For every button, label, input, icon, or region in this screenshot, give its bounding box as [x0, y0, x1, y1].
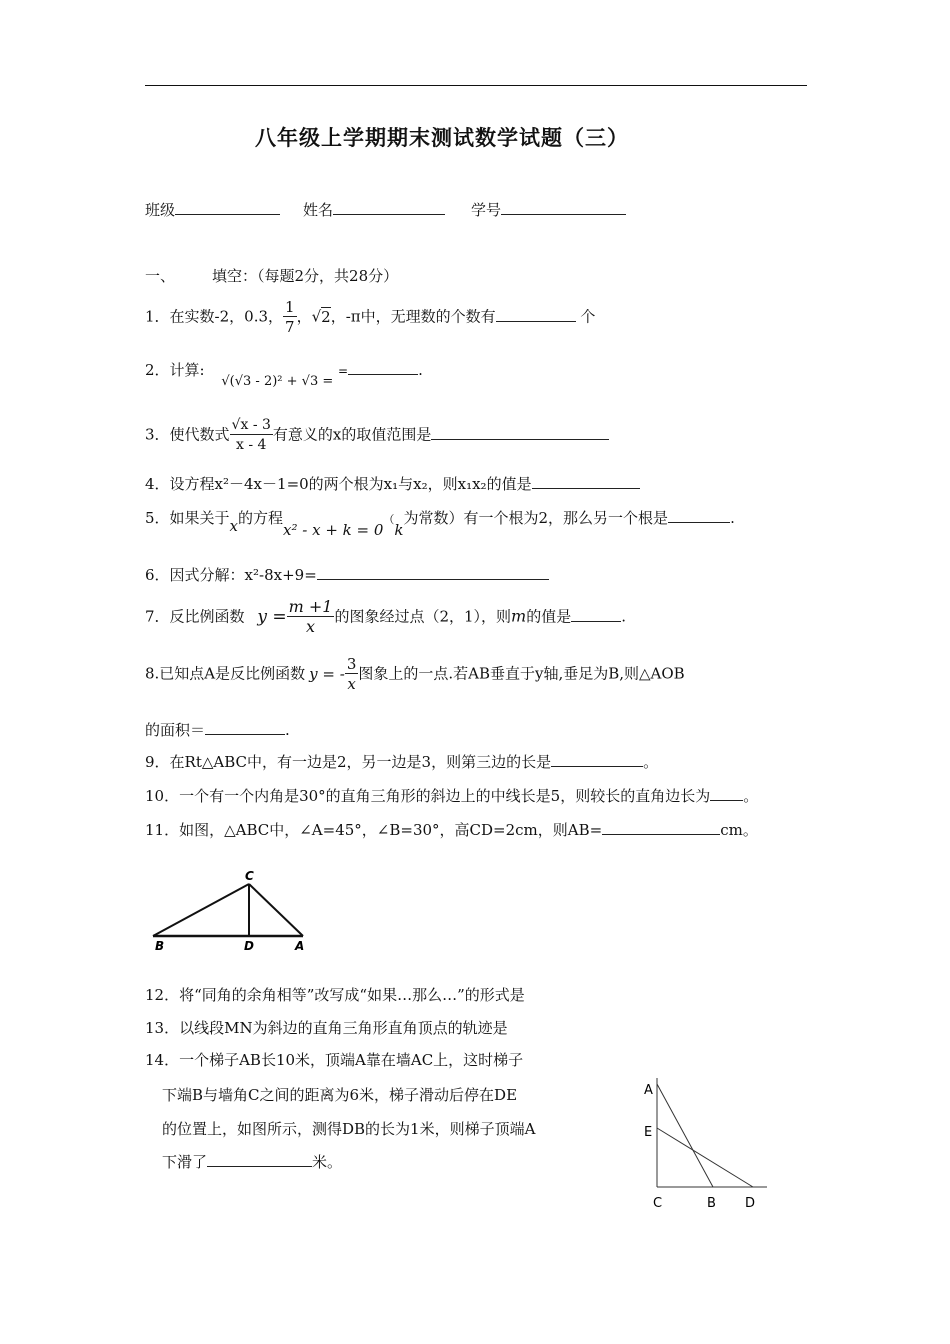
question-13: 13．以线段MN为斜边的直角三角形直角顶点的轨迹是	[145, 1019, 508, 1037]
q6-blank[interactable]	[317, 565, 549, 580]
label-c: C	[653, 1196, 663, 1211]
question-2: 2．计算: √(√3 - 2)² + √3 = = .	[145, 361, 423, 389]
label-e: E	[644, 1125, 653, 1140]
question-6	[145, 565, 549, 585]
id-label: 学号	[471, 201, 502, 219]
q10-text: 10．一个有一个内角是30°的直角三角形的斜边上的中线长是5，则较长的直角边长为	[145, 787, 711, 805]
label-d: D	[745, 1196, 756, 1211]
q10-blank[interactable]	[710, 786, 743, 801]
question-10: 10．一个有一个内角是30°的直角三角形的斜边上的中线长是5，则较长的直角边长为 。	[145, 787, 759, 805]
q11-text: 11．如图，△ABC中，∠A=45°，∠B=30°，高CD=2cm，则AB=	[145, 821, 603, 839]
question-12: 12．将“同角的余角相等”改写成“如果…那么…”的形式是	[145, 986, 525, 1004]
question-5: 5．如果关于x的方程x² - x + k = 0（k为常数）有一个根为2，那么另一个根是 .	[145, 509, 735, 539]
q1-text: 1．在实数-2，0.3，	[145, 307, 284, 326]
q1-fraction: $\frac{1}{7}$	[285, 298, 295, 336]
segment-bc	[153, 884, 249, 936]
ladder-ab	[657, 1084, 713, 1187]
id-blank[interactable]	[501, 200, 626, 215]
section-number: 一、	[145, 267, 176, 285]
question-11: 11．如图，△ABC中，∠A=45°，∠B=30°，高CD=2cm，则AB= cm。	[145, 821, 758, 839]
q3-fraction: $\frac{√x - 3}{x - 4}$	[231, 417, 271, 453]
q5-text: 5．如果关于	[145, 509, 230, 527]
q8-fraction: $\frac{3}{x}$	[346, 655, 357, 693]
q11-blank[interactable]	[602, 820, 720, 835]
question-3: 3．使代数式 $\frac{√x - 3}{x - 4}$ 有意义的x的取值范围是	[145, 416, 609, 455]
question-1: 1．在实数-2，0.3， $\frac{1}{7}$ ，√2，-π中，无理数的个数有 个	[145, 298, 596, 336]
figure-ladder	[635, 1070, 775, 1220]
class-field	[145, 200, 280, 220]
q4-blank[interactable]	[532, 474, 640, 489]
q3-text: 3．使代数式	[145, 425, 230, 444]
page-title: 八年级上学期期末测试数学试题（三）	[255, 125, 629, 150]
question-14-line3: 的位置上，如图所示，测得DB的长为1米，则梯子顶端A	[162, 1120, 536, 1138]
label-a: A	[644, 1083, 653, 1098]
question-9: 9．在Rt△ABC中，有一边是2，另一边是3，则第三边的长是 。	[145, 753, 659, 771]
q7-fraction: $\frac{m +1}{x}$	[288, 597, 333, 636]
q8-blank[interactable]	[205, 720, 285, 735]
class-blank[interactable]	[175, 200, 280, 215]
class-label: 班级	[145, 201, 176, 219]
q1-blank[interactable]	[496, 307, 576, 322]
q8-text: 8.已知点A是反比例函数	[145, 664, 306, 683]
q6-text: 6．因式分解：x²-8x+9=	[145, 566, 317, 584]
ladder-ed	[657, 1128, 753, 1187]
q9-blank[interactable]	[551, 752, 643, 767]
q7-text: 7．反比例函数	[145, 607, 245, 626]
sqrt-icon: √	[311, 307, 322, 326]
question-4	[145, 474, 640, 494]
label-c: C	[245, 869, 254, 883]
segment-ca	[249, 884, 303, 936]
name-field	[303, 200, 445, 220]
q5-equation: x² - x + k = 0	[283, 521, 384, 539]
top-rule	[145, 85, 807, 86]
question-14-line2: 下端B与墙角C之间的距离为6米，梯子滑动后停在DE	[162, 1086, 518, 1104]
q4-text: 4．设方程x²－4x－1=0的两个根为x₁与x₂，则x₁x₂的值是	[145, 475, 532, 493]
q2-blank[interactable]	[348, 360, 418, 375]
question-14-line4: 下滑了 米。	[162, 1153, 343, 1171]
id-field	[471, 200, 626, 220]
q7-blank[interactable]	[571, 607, 621, 622]
q9-text: 9．在Rt△ABC中，有一边是2，另一边是3，则第三边的长是	[145, 753, 552, 771]
q2-text: 2．计算:	[145, 361, 205, 379]
name-blank[interactable]	[333, 200, 445, 215]
q14-blank[interactable]	[207, 1152, 312, 1167]
question-7: 7．反比例函数 y = $\frac{m +1}{x}$ 的图象经过点（2，1），则m的值是 .	[145, 597, 626, 636]
name-label: 姓名	[303, 201, 334, 219]
label-a: A	[295, 939, 305, 953]
label-d: D	[244, 939, 254, 953]
question-14-line1: 14．一个梯子AB长10米，顶端A靠在墙AC上，这时梯子	[145, 1051, 524, 1069]
figure-triangle-abc	[145, 860, 315, 955]
q3-blank[interactable]	[431, 425, 609, 440]
q5-blank[interactable]	[668, 508, 730, 523]
question-8: 8.已知点A是反比例函数 y = - $\frac{3}{x}$ 图象上的一点.若AB垂直于y轴,垂足为B,则△AOB	[145, 655, 685, 693]
section-label: 填空：（每题2分，共28分）	[212, 267, 399, 285]
q2-expression: √(√3 - 2)² + √3 =	[221, 374, 334, 389]
label-b: B	[707, 1196, 716, 1211]
label-b: B	[155, 939, 165, 953]
question-8-cont: 的面积＝ .	[145, 721, 290, 739]
